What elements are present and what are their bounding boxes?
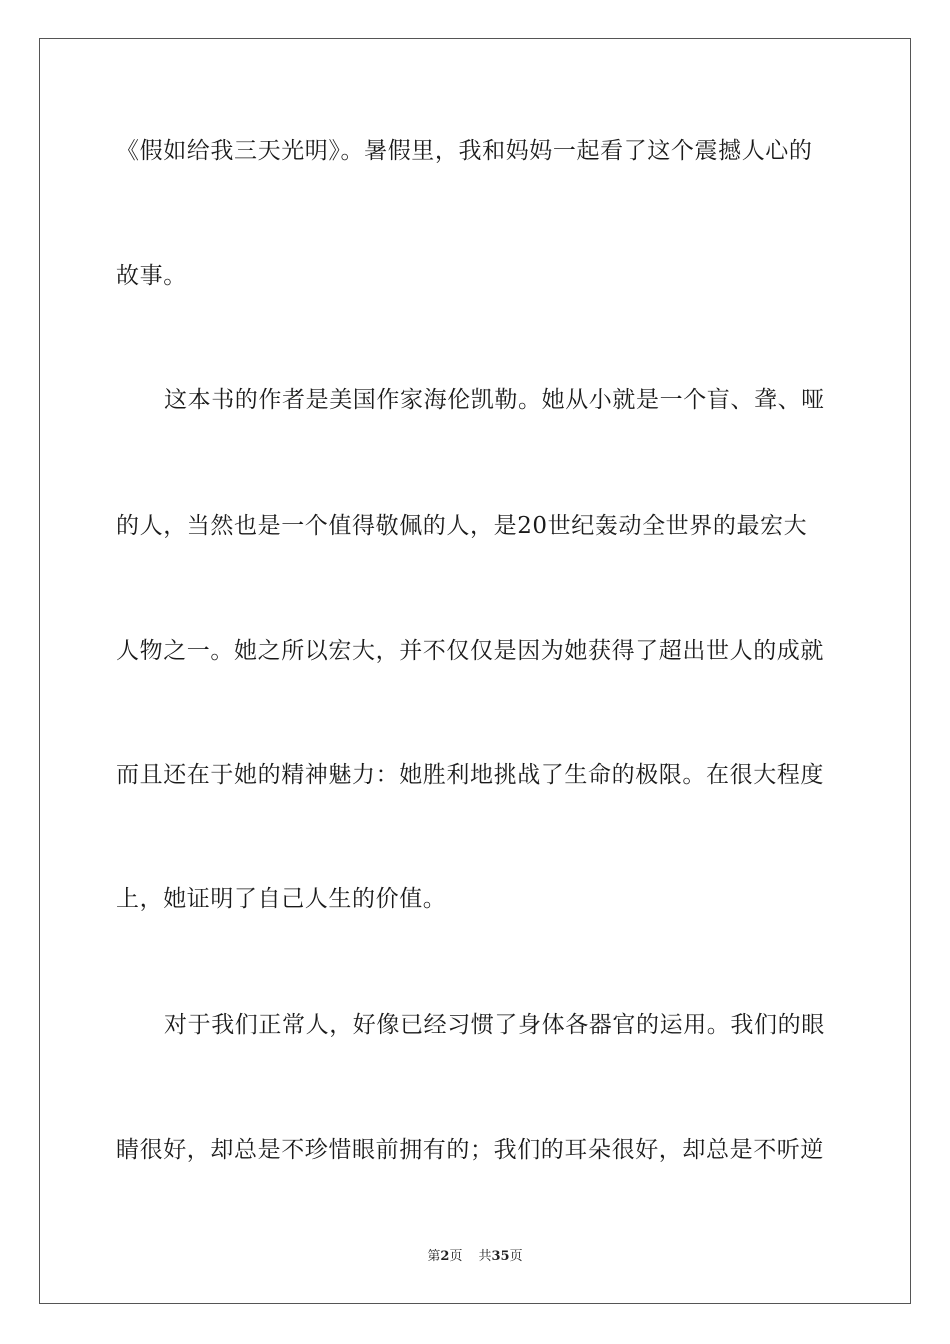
page-number-prefix: 第 [427, 1249, 441, 1264]
body-text-line: 故事。 [116, 263, 187, 289]
page-border [39, 38, 911, 1304]
body-text-line: 人物之一。她之所以宏大，并不仅仅是因为她获得了超出世人的成就 [116, 638, 824, 664]
page-number-suffix: 页 [449, 1249, 463, 1264]
total-pages: 35 [491, 1249, 510, 1264]
body-text-line: 而且还在于她的精神魅力：她胜利地挑战了生命的极限。在很大程度 [116, 762, 824, 788]
body-text-line: 《假如给我三天光明》。暑假里，我和妈妈一起看了这个震撼人心的 [116, 138, 813, 164]
body-text-line: 睛很好，却总是不珍惜眼前拥有的；我们的耳朵很好，却总是不听逆 [116, 1137, 824, 1163]
body-text-line: 的人，当然也是一个值得敬佩的人，是20世纪轰动全世界的最宏大 [116, 513, 808, 539]
total-pages-prefix: 共 [478, 1249, 492, 1264]
body-text-line: 这本书的作者是美国作家海伦凯勒。她从小就是一个盲、聋、哑 [164, 387, 825, 413]
total-pages-suffix: 页 [509, 1249, 523, 1264]
body-text-line: 上，她证明了自己人生的价值。 [116, 886, 447, 912]
page-number: 2 [440, 1249, 450, 1264]
body-text-line: 对于我们正常人，好像已经习惯了身体各器官的运用。我们的眼 [164, 1012, 825, 1038]
page-footer [0, 1248, 950, 1266]
